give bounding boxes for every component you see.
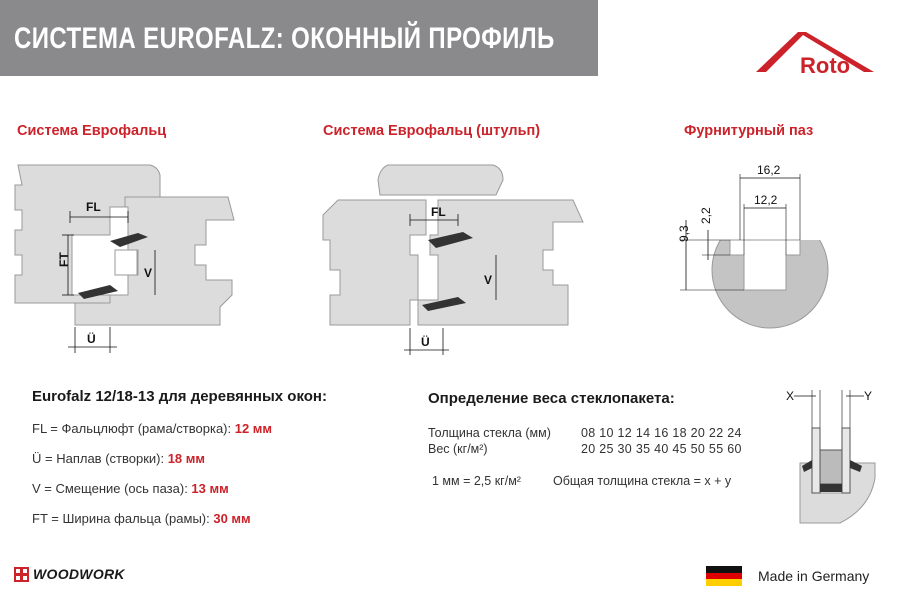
thickness-label: Толщина стекла (мм) — [428, 426, 551, 440]
woodwork-brand — [14, 566, 125, 582]
spec-fl: FL = Фальцлюфт (рама/створка): 12 мм — [32, 421, 273, 436]
groove-diagram — [668, 160, 838, 330]
thickness-values: 08 10 12 14 16 18 20 22 24 — [581, 426, 742, 440]
made-in-germany — [706, 566, 869, 586]
formula-text: Общая толщина стекла = x + y — [553, 474, 732, 488]
weight-heading: Определение веса стеклопакета: — [428, 390, 675, 407]
label-y: Y — [864, 389, 873, 403]
glass-unit-diagram — [780, 388, 890, 528]
label-2-2: 2,2 — [699, 207, 713, 224]
section-title-shtulp: Система Еврофальц (штульп) — [323, 123, 541, 139]
shtulp-profile-diagram — [318, 160, 588, 360]
label-v: V — [484, 273, 493, 287]
woodwork-icon — [14, 567, 29, 582]
woodwork-text: WOODWORK — [33, 566, 125, 582]
section-title-eurofalz: Система Еврофальц — [17, 123, 167, 139]
germany-flag-icon — [706, 566, 742, 586]
header-bar — [0, 0, 598, 76]
label-ft: FT — [57, 252, 71, 267]
label-x: X — [786, 389, 795, 403]
spec-ft: FT = Ширина фальца (рамы): 30 мм — [32, 511, 251, 526]
roto-logo — [752, 28, 877, 76]
label-u: Ü — [87, 332, 96, 346]
page-title: СИСТЕМА EUROFALZ: ОКОННЫЙ ПРОФИЛЬ — [14, 22, 555, 55]
made-in-text: Made in Germany — [758, 568, 870, 584]
spec-u: Ü = Наплав (створки): 18 мм — [32, 451, 206, 466]
roto-logo-text: Roto — [800, 53, 851, 76]
weight-values: 20 25 30 35 40 45 50 55 60 — [581, 442, 742, 456]
label-16-2: 16,2 — [757, 163, 781, 177]
ratio-text: 1 мм = 2,5 кг/м² — [432, 474, 521, 488]
label-9-3: 9,3 — [677, 225, 691, 242]
section-title-groove: Фурнитурный паз — [684, 123, 814, 139]
label-12-2: 12,2 — [754, 193, 778, 207]
label-fl: FL — [86, 200, 101, 214]
eurofalz-profile-diagram — [10, 155, 250, 360]
specs-heading: Eurofalz 12/18-13 для деревянных окон: — [32, 388, 327, 405]
label-fl: FL — [431, 205, 446, 219]
label-u: Ü — [421, 335, 430, 349]
spec-v: V = Смещение (ось паза): 13 мм — [32, 481, 229, 496]
weight-label: Вес (кг/м²) — [428, 442, 488, 456]
label-v: V — [144, 266, 153, 280]
